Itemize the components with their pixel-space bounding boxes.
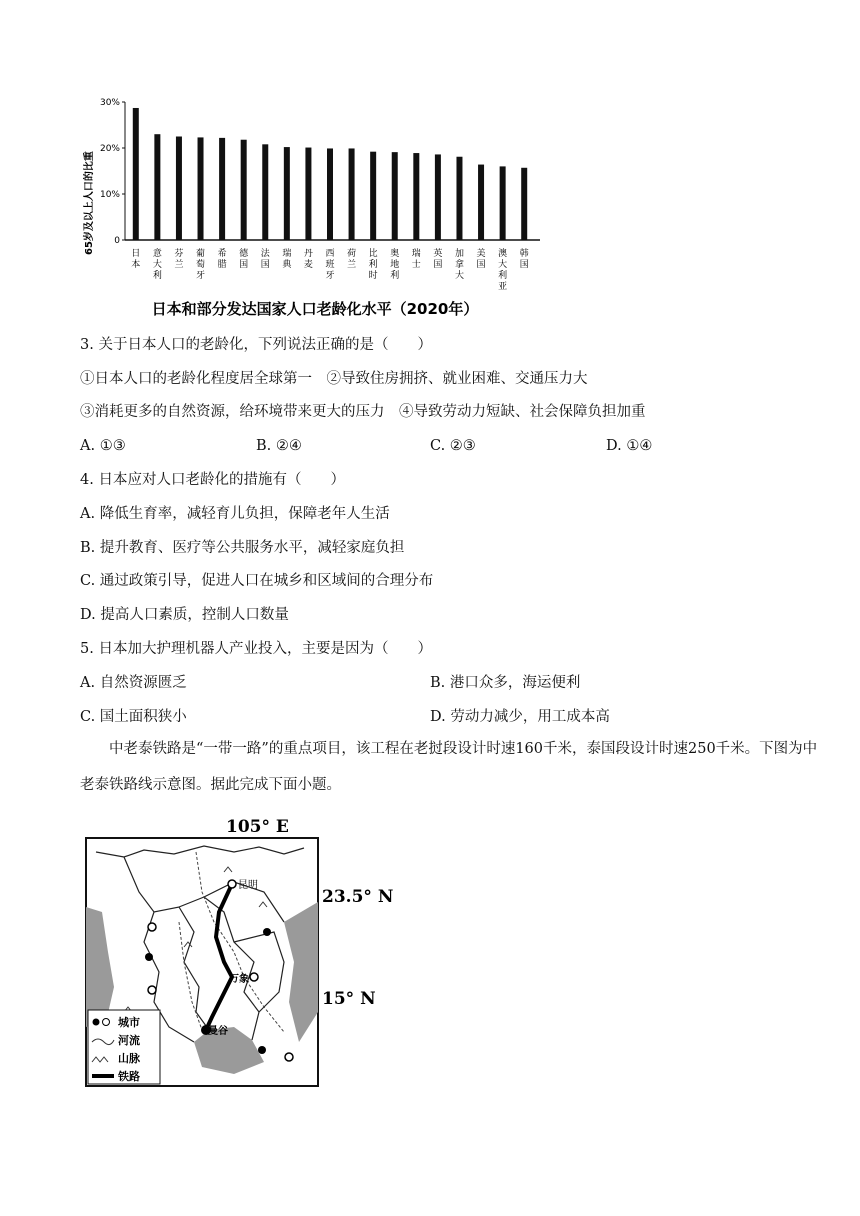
city-marker bbox=[148, 923, 156, 931]
city-marker bbox=[285, 1053, 293, 1061]
bar-0 bbox=[133, 108, 139, 240]
q4-option-c[interactable]: C. 通过政策引导，促进人口在城乡和区域间的合理分布 bbox=[80, 573, 434, 589]
category-label-6: 法国 bbox=[260, 249, 270, 270]
bar-2 bbox=[176, 137, 182, 241]
bar-17 bbox=[500, 166, 506, 240]
category-label-14: 英国 bbox=[433, 249, 443, 270]
legend-city-filled bbox=[93, 1019, 100, 1026]
q4-option-a[interactable]: A. 降低生育率，减轻育儿负担，保障老年人生活 bbox=[80, 506, 390, 522]
city-marker bbox=[258, 1046, 266, 1054]
city-kunming-label: 昆明 bbox=[238, 880, 258, 891]
bar-16 bbox=[478, 165, 484, 240]
bar-8 bbox=[305, 148, 311, 240]
chart-svg bbox=[80, 90, 550, 325]
category-label-13: 瑞士 bbox=[411, 249, 421, 270]
q4-stem: 4. 日本应对人口老龄化的措施有（ ） bbox=[80, 472, 345, 488]
q3-option-a[interactable]: A. ①③ bbox=[80, 438, 126, 454]
lon-105e-label: 105° E bbox=[226, 817, 289, 837]
intro-paragraph bbox=[80, 731, 820, 803]
q3-stem: 3. 关于日本人口的老龄化，下列说法正确的是（ ） bbox=[80, 337, 432, 353]
q3-statements-2: ③消耗更多的自然资源，给环境带来更大的压力 ④导致劳动力短缺、社会保障负担加重 bbox=[80, 404, 646, 420]
city-kunming-marker bbox=[228, 880, 236, 888]
category-label-1: 意大利 bbox=[152, 249, 162, 281]
category-label-11: 比利时 bbox=[368, 249, 378, 281]
category-label-15: 加拿大 bbox=[454, 249, 464, 281]
legend-city-label: 城市 bbox=[118, 1016, 140, 1029]
q3-statements-1: ①日本人口的老龄化程度居全球第一 ②导致住房拥挤、就业困难、交通压力大 bbox=[80, 371, 588, 387]
q4-option-d[interactable]: D. 提高人口素质，控制人口数量 bbox=[80, 607, 289, 623]
category-label-18: 韩国 bbox=[519, 249, 529, 270]
legend-railway-label: 铁路 bbox=[118, 1070, 140, 1083]
q5-option-d[interactable]: D. 劳动力减少，用工成本高 bbox=[430, 709, 610, 725]
bar-14 bbox=[435, 154, 441, 240]
bar-1 bbox=[154, 134, 160, 240]
q5-stem: 5. 日本加大护理机器人产业投入，主要是因为（ ） bbox=[80, 641, 432, 657]
intro-text: 中老泰铁路是“一带一路”的重点项目，该工程在老挝段设计时速160千米，泰国段设计时速250千米。下图为中老泰铁路线示意图。据此完成下面小题。 bbox=[80, 741, 818, 793]
category-label-12: 奥地利 bbox=[390, 249, 400, 281]
bar-3 bbox=[198, 137, 204, 240]
railway-map-svg bbox=[84, 812, 414, 1092]
y-tick-label-3: 30% bbox=[99, 98, 120, 108]
legend-city-hollow bbox=[103, 1019, 110, 1026]
category-label-3: 葡萄牙 bbox=[196, 249, 206, 281]
category-label-5: 德国 bbox=[239, 249, 249, 270]
q3-option-c[interactable]: C. ②③ bbox=[430, 438, 476, 454]
lat-23-5n-label: 23.5° N bbox=[322, 887, 394, 907]
bar-18 bbox=[521, 168, 527, 240]
city-marker bbox=[145, 953, 153, 961]
category-label-16: 美国 bbox=[476, 249, 486, 270]
category-label-2: 芬兰 bbox=[174, 249, 184, 270]
city-wanxiang-label: 万象 bbox=[229, 974, 249, 985]
bar-5 bbox=[241, 140, 247, 240]
bar-10 bbox=[349, 148, 355, 240]
q5-option-c[interactable]: C. 国土面积狭小 bbox=[80, 709, 187, 725]
city-marker bbox=[148, 986, 156, 994]
bar-4 bbox=[219, 138, 225, 240]
y-tick-label-2: 20% bbox=[99, 144, 120, 154]
city-marker bbox=[263, 928, 271, 936]
q5-option-b[interactable]: B. 港口众多，海运便利 bbox=[430, 675, 581, 691]
bar-6 bbox=[262, 144, 268, 240]
category-label-17: 澳大利亚 bbox=[498, 249, 508, 292]
y-tick-label-1: 10% bbox=[99, 190, 120, 200]
bar-15 bbox=[456, 157, 462, 240]
chart-ylabel: 65岁及以上人口的比重 bbox=[84, 151, 95, 255]
bar-7 bbox=[284, 147, 290, 240]
q5-option-a[interactable]: A. 自然资源匮乏 bbox=[80, 675, 187, 691]
railway-map bbox=[84, 812, 414, 1092]
category-label-9: 西班牙 bbox=[325, 249, 335, 281]
category-label-7: 瑞典 bbox=[282, 249, 292, 270]
legend-river-label: 河流 bbox=[118, 1034, 140, 1047]
bar-13 bbox=[413, 153, 419, 240]
bar-9 bbox=[327, 148, 333, 240]
aging-bar-chart bbox=[80, 90, 550, 325]
chart-title: 日本和部分发达国家人口老龄化水平（2020年） bbox=[151, 300, 479, 318]
legend-mountain-label: 山脉 bbox=[118, 1052, 140, 1065]
q4-option-b[interactable]: B. 提升教育、医疗等公共服务水平，减轻家庭负担 bbox=[80, 540, 405, 556]
city-bangkok-label: 曼谷 bbox=[208, 1026, 228, 1037]
bar-12 bbox=[392, 152, 398, 240]
category-label-8: 丹麦 bbox=[303, 249, 313, 270]
y-tick-label-0: 0 bbox=[114, 236, 120, 246]
category-label-4: 希腊 bbox=[217, 249, 227, 270]
bar-11 bbox=[370, 152, 376, 240]
category-label-10: 荷兰 bbox=[347, 249, 357, 270]
city-wanxiang-marker bbox=[250, 973, 258, 981]
q3-option-d[interactable]: D. ①④ bbox=[606, 438, 653, 454]
lat-15n-label: 15° N bbox=[322, 989, 376, 1009]
q3-option-b[interactable]: B. ②④ bbox=[256, 438, 302, 454]
category-label-0: 日本 bbox=[131, 249, 141, 270]
